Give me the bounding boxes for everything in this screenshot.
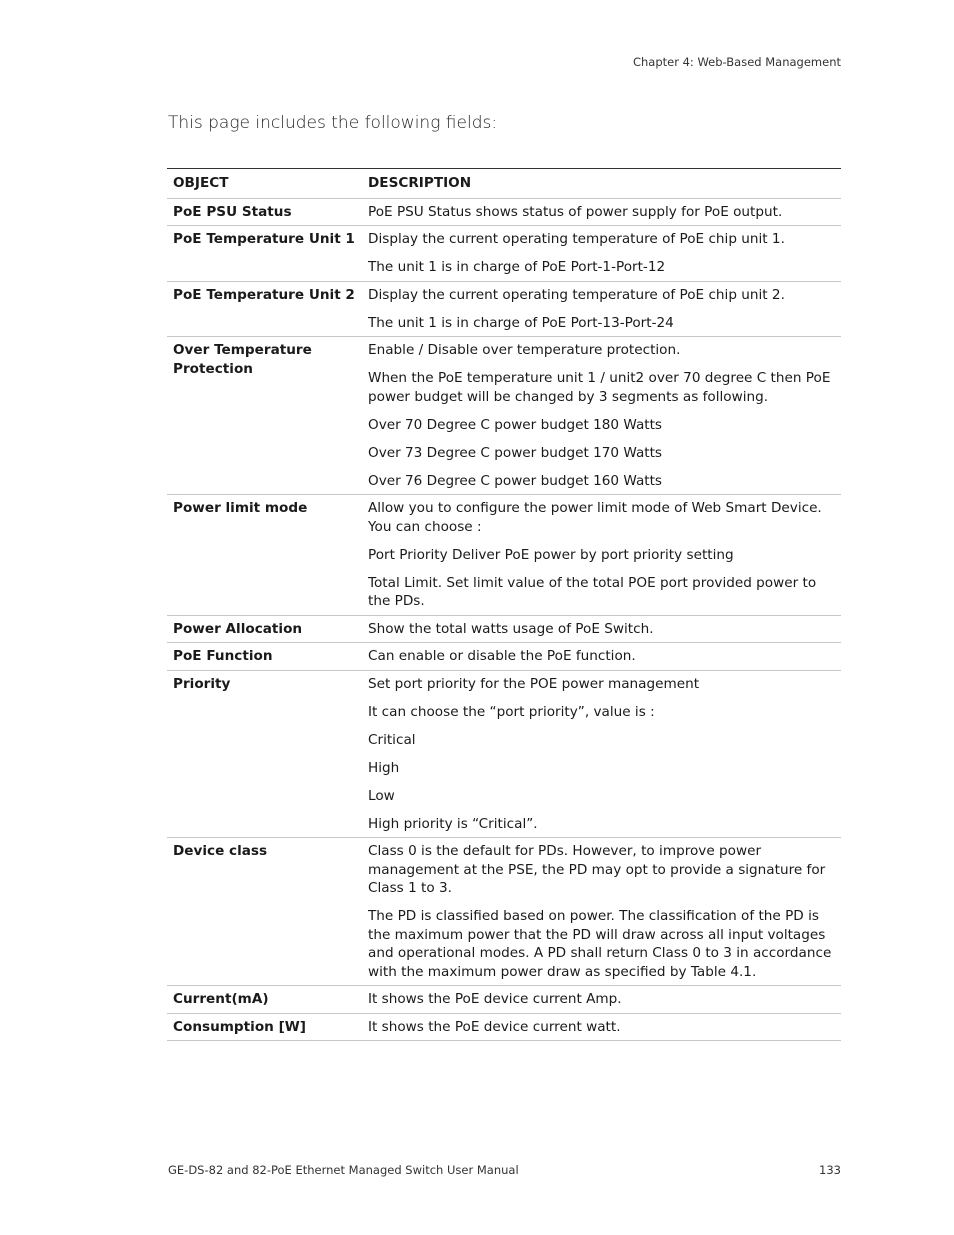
table-row <box>167 198 841 226</box>
description-paragraph: PoE PSU Status shows status of power supply for PoE output. <box>368 203 783 220</box>
description-paragraph: Can enable or disable the PoE function. <box>368 648 636 664</box>
field-name: Consumption [W] <box>167 1013 362 1041</box>
table-row <box>167 226 841 282</box>
column-header-description: DESCRIPTION <box>362 169 841 199</box>
table-row <box>167 281 841 337</box>
field-name: PoE Temperature Unit 1 <box>167 226 362 282</box>
description-paragraph: Set port priority for the POE power management <box>368 675 700 692</box>
description-paragraph: Over 73 Degree C power budget 170 Watts <box>368 444 663 461</box>
field-description <box>362 281 841 337</box>
table-row <box>167 986 841 1014</box>
field-description <box>362 838 841 986</box>
fields-table <box>167 168 841 1041</box>
field-name: Device class <box>167 838 362 986</box>
description-paragraph: High <box>368 759 400 776</box>
column-header-object: OBJECT <box>167 169 362 199</box>
description-paragraph: High priority is “Critical”. <box>368 815 538 832</box>
description-paragraph: Total Limit. Set limit value of the total POE port provided power to the PDs. <box>368 574 817 609</box>
description-paragraph: Show the total watts usage of PoE Switch. <box>368 620 654 637</box>
table-row <box>167 838 841 986</box>
table-header <box>167 169 841 199</box>
description-paragraph: Enable / Disable over temperature protection. <box>368 342 681 358</box>
description-paragraph: It shows the PoE device current watt. <box>368 1018 621 1035</box>
field-description <box>362 337 841 495</box>
description-paragraph: Display the current operating temperature of PoE chip unit 2. <box>368 286 785 303</box>
field-description <box>362 670 841 838</box>
field-name: PoE PSU Status <box>167 198 362 226</box>
description-paragraph: It can choose the “port priority”, value is : <box>368 703 655 720</box>
table-row <box>167 495 841 616</box>
intro-text: This page includes the following fields: <box>168 113 498 133</box>
table-row <box>167 337 841 495</box>
table-header-row <box>167 169 841 199</box>
field-description <box>362 226 841 282</box>
description-paragraph: Display the current operating temperature of PoE chip unit 1. <box>368 231 785 247</box>
field-description <box>362 986 841 1014</box>
description-paragraph: The unit 1 is in charge of PoE Port-13-Port-24 <box>368 314 674 331</box>
footer-page-number: 133 <box>819 1163 841 1177</box>
table-body <box>167 198 841 1041</box>
field-description <box>362 643 841 671</box>
field-name: Over Temperature Protection <box>167 337 362 495</box>
description-paragraph: The PD is classified based on power. The classification of the PD is the maximum power that the PD will draw across all input voltages and operational modes. A PD shall return Class 0 to 3 in accordance with the maximum power draw as specified by Table 4.1. <box>368 908 832 980</box>
description-paragraph: Low <box>368 787 395 804</box>
description-paragraph: Critical <box>368 731 416 748</box>
table-row <box>167 670 841 838</box>
field-name: PoE Function <box>167 643 362 671</box>
description-paragraph: Port Priority Deliver PoE power by port priority setting <box>368 546 734 563</box>
field-name: Power limit mode <box>167 495 362 616</box>
footer-manual-title: GE-DS-82 and 82-PoE Ethernet Managed Switch User Manual <box>168 1163 519 1177</box>
field-description <box>362 1013 841 1041</box>
description-paragraph: Allow you to configure the power limit mode of Web Smart Device. You can choose : <box>368 500 822 535</box>
description-paragraph: When the PoE temperature unit 1 / unit2 over 70 degree C then PoE power budget will be changed by 3 segments as following. <box>368 370 831 405</box>
table-row <box>167 643 841 671</box>
field-name: Current(mA) <box>167 986 362 1014</box>
field-name: PoE Temperature Unit 2 <box>167 281 362 337</box>
field-name: Power Allocation <box>167 615 362 643</box>
field-description <box>362 198 841 226</box>
field-description <box>362 495 841 616</box>
field-description <box>362 615 841 643</box>
description-paragraph: Class 0 is the default for PDs. However, to improve power management at the PSE, the PD may opt to provide a signature for Class 1 to 3. <box>368 843 826 896</box>
description-paragraph: The unit 1 is in charge of PoE Port-1-Port-12 <box>368 259 666 275</box>
table-row <box>167 615 841 643</box>
description-paragraph: Over 76 Degree C power budget 160 Watts <box>368 472 663 489</box>
description-paragraph: Over 70 Degree C power budget 180 Watts <box>368 416 663 433</box>
running-header: Chapter 4: Web-Based Management <box>632 55 841 69</box>
description-paragraph: It shows the PoE device current Amp. <box>368 991 622 1007</box>
field-name: Priority <box>167 670 362 838</box>
table-row <box>167 1013 841 1041</box>
